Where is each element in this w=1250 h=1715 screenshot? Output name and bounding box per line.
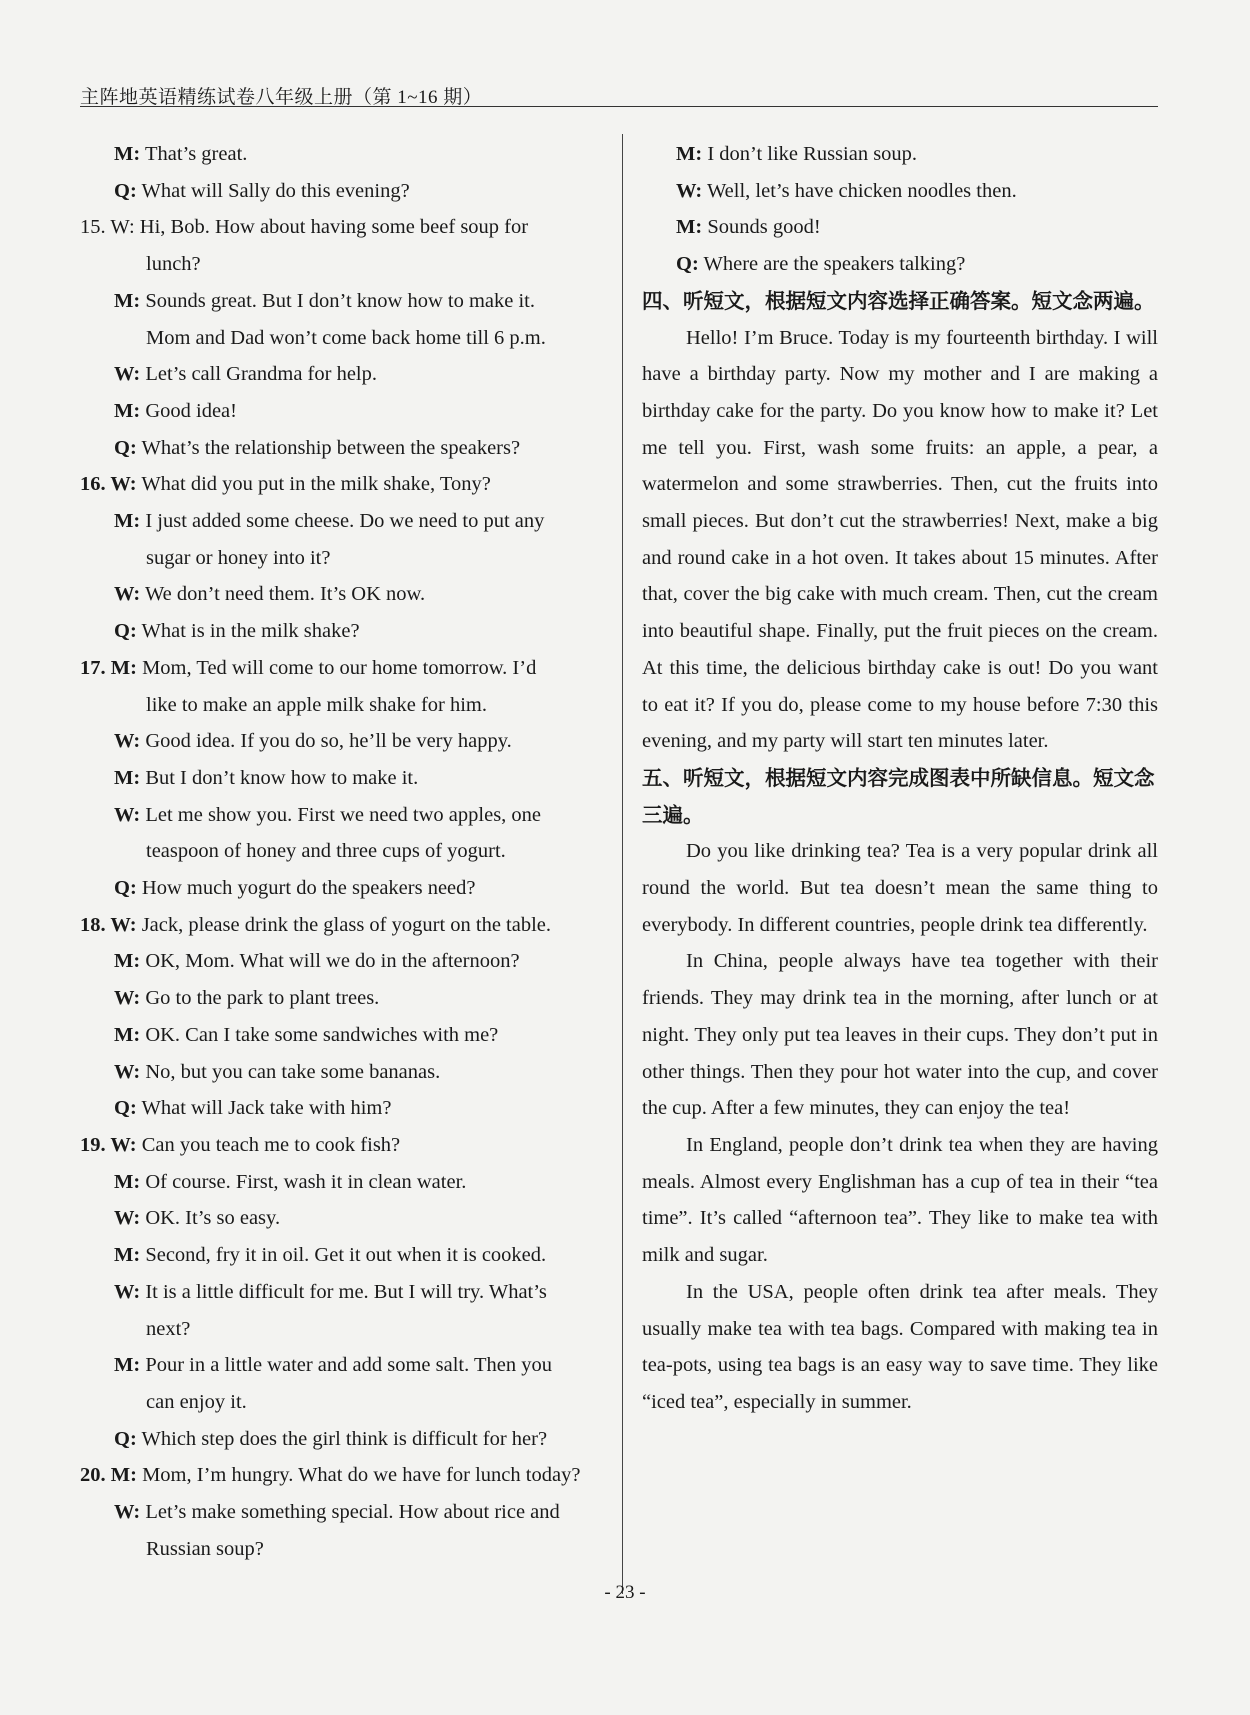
dialog-line bbox=[80, 907, 602, 944]
section-5-passage bbox=[642, 833, 1158, 1420]
dialog-line bbox=[80, 540, 602, 577]
speaker-label: Q: bbox=[114, 1427, 137, 1450]
dialog-text: can enjoy it. bbox=[146, 1390, 247, 1413]
dialog-line bbox=[80, 466, 602, 503]
dialog-text: Where are the speakers talking? bbox=[698, 253, 966, 276]
speaker-label: W: bbox=[114, 1280, 141, 1303]
page-number: - 23 - bbox=[604, 1582, 646, 1603]
dialog-line bbox=[642, 173, 1158, 210]
speaker-label: 17. M: bbox=[80, 656, 137, 679]
dialog-line bbox=[80, 1054, 602, 1091]
speaker-label: W: bbox=[676, 179, 703, 202]
dialog-text: Mom, Ted will come to our home tomorrow. I’d bbox=[136, 656, 537, 679]
dialog-text: Russian soup? bbox=[146, 1537, 264, 1560]
dialog-text: I don’t like Russian soup. bbox=[702, 143, 918, 165]
dialog-text: 15. W: Hi, Bob. How about having some beef soup for bbox=[80, 216, 529, 239]
speaker-label: W: bbox=[114, 803, 141, 826]
dialog-line bbox=[80, 173, 602, 210]
dialog-line bbox=[80, 320, 602, 357]
dialog-line bbox=[80, 1384, 602, 1421]
dialog-line bbox=[80, 1090, 602, 1127]
speaker-label: W: bbox=[114, 1207, 141, 1230]
speaker-label: W: bbox=[114, 1501, 141, 1524]
dialog-line bbox=[80, 393, 602, 430]
speaker-label: W: bbox=[114, 1060, 141, 1083]
speaker-label: W: bbox=[114, 583, 141, 606]
dialog-text: Let’s make something special. How about rice and bbox=[140, 1501, 560, 1524]
dialog-line bbox=[80, 943, 602, 980]
speaker-label: M: bbox=[114, 399, 141, 422]
dialog-text: Well, let’s have chicken noodles then. bbox=[702, 179, 1017, 202]
dialog-text: OK. Can I take some sandwiches with me? bbox=[140, 1023, 499, 1046]
right-column bbox=[642, 136, 1158, 1421]
dialog-text: teaspoon of honey and three cups of yogurt. bbox=[146, 840, 506, 863]
speaker-label: Q: bbox=[114, 1097, 137, 1120]
dialog-line bbox=[80, 1164, 602, 1201]
speaker-label: Q: bbox=[114, 877, 137, 900]
dialog-text: How much yogurt do the speakers need? bbox=[136, 877, 476, 900]
dialog-line bbox=[80, 136, 602, 173]
dialog-line bbox=[80, 760, 602, 797]
page-header: 主阵地英语精练试卷八年级上册（第 1~16 期） bbox=[80, 87, 483, 108]
dialog-text: like to make an apple milk shake for him. bbox=[146, 693, 488, 716]
dialog-line bbox=[80, 833, 602, 870]
speaker-label: M: bbox=[114, 766, 141, 789]
dialog-line bbox=[642, 209, 1158, 246]
speaker-label: M: bbox=[114, 950, 141, 973]
dialog-line bbox=[80, 650, 602, 687]
speaker-label: M: bbox=[114, 1170, 141, 1193]
speaker-label: 18. W: bbox=[80, 913, 137, 936]
dialog-line bbox=[80, 723, 602, 760]
speaker-label: W: bbox=[114, 363, 141, 386]
dialog-text: lunch? bbox=[146, 253, 201, 276]
speaker-label: M: bbox=[114, 510, 141, 533]
dialog-line bbox=[80, 613, 602, 650]
dialog-text: Second, fry it in oil. Get it out when it is cooked. bbox=[140, 1244, 547, 1267]
dialog-line bbox=[80, 576, 602, 613]
dialog-line bbox=[80, 1531, 602, 1568]
dialog-text: Good idea. If you do so, he’ll be very happy. bbox=[140, 730, 512, 753]
dialog-text: No, but you can take some bananas. bbox=[140, 1060, 441, 1083]
dialog-line bbox=[80, 209, 602, 246]
dialog-line bbox=[80, 283, 602, 320]
speaker-label: M: bbox=[676, 216, 703, 239]
dialog-line bbox=[642, 136, 1158, 173]
dialog-line bbox=[80, 1017, 602, 1054]
column-divider bbox=[622, 134, 623, 1594]
dialog-line bbox=[80, 1347, 602, 1384]
speaker-label: Q: bbox=[676, 253, 699, 276]
speaker-label: M: bbox=[114, 1023, 141, 1046]
dialog-line bbox=[80, 1311, 602, 1348]
dialog-line bbox=[80, 1274, 602, 1311]
dialog-line bbox=[80, 980, 602, 1017]
left-column bbox=[80, 136, 602, 1567]
dialog-text: Sounds great. But I don’t know how to make it. bbox=[140, 289, 535, 312]
dialog-text: Which step does the girl think is difficult for her? bbox=[136, 1427, 548, 1450]
dialog-text: Good idea! bbox=[140, 399, 237, 422]
dialog-line bbox=[80, 1457, 602, 1494]
section-4-title: 四、听短文，根据短文内容选择正确答案。短文念两遍。 bbox=[642, 288, 1155, 313]
speaker-label: 19. W: bbox=[80, 1133, 137, 1156]
speaker-label: M: bbox=[114, 143, 141, 165]
dialog-text: Pour in a little water and add some salt. Then you bbox=[140, 1354, 552, 1377]
dialog-line bbox=[80, 870, 602, 907]
speaker-label: M: bbox=[114, 289, 141, 312]
paragraph: Do you like drinking tea? Tea is a very popular drink all round the world. But tea doesn’t mean the same thing to everybody. In different countries, people drink tea differently. bbox=[642, 840, 1158, 936]
dialog-line bbox=[80, 503, 602, 540]
dialog-text: What’s the relationship between the speakers? bbox=[136, 436, 521, 459]
dialog-line bbox=[80, 430, 602, 467]
dialog-text: OK, Mom. What will we do in the afternoon? bbox=[140, 950, 520, 973]
dialog-text: Go to the park to plant trees. bbox=[140, 987, 380, 1010]
dialog-line bbox=[80, 1421, 602, 1458]
speaker-label: M: bbox=[114, 1244, 141, 1267]
dialog-text: That’s great. bbox=[140, 143, 248, 165]
dialog-text: Jack, please drink the glass of yogurt on the table. bbox=[136, 913, 552, 936]
speaker-label: W: bbox=[114, 730, 141, 753]
speaker-label: M: bbox=[114, 1354, 141, 1377]
dialog-text: Sounds good! bbox=[702, 216, 821, 239]
dialog-text: OK. It’s so easy. bbox=[140, 1207, 281, 1230]
dialog-line bbox=[80, 1127, 602, 1164]
dialog-text: But I don’t know how to make it. bbox=[140, 766, 419, 789]
dialog-line bbox=[80, 1237, 602, 1274]
dialog-text: Of course. First, wash it in clean water. bbox=[140, 1170, 467, 1193]
dialog-text: Can you teach me to cook fish? bbox=[136, 1133, 401, 1156]
dialog-line bbox=[80, 356, 602, 393]
dialog-20-continued bbox=[642, 136, 1158, 283]
dialog-line bbox=[80, 1494, 602, 1531]
dialog-text: Mom and Dad won’t come back home till 6 p.m. bbox=[146, 326, 546, 349]
dialog-text: What is in the milk shake? bbox=[136, 620, 360, 643]
dialog-text: Let me show you. First we need two apples, one bbox=[140, 803, 542, 826]
dialog-text: It is a little difficult for me. But I will try. What’s bbox=[140, 1280, 547, 1303]
speaker-label: 16. W: bbox=[80, 473, 137, 496]
dialog-line bbox=[80, 797, 602, 834]
dialog-text: next? bbox=[146, 1317, 191, 1340]
dialog-text: What will Sally do this evening? bbox=[136, 179, 410, 202]
dialog-line bbox=[642, 246, 1158, 283]
dialog-text: We don’t need them. It’s OK now. bbox=[140, 583, 426, 606]
dialog-line bbox=[80, 246, 602, 283]
dialog-text: sugar or honey into it? bbox=[146, 546, 331, 569]
dialog-line bbox=[80, 687, 602, 724]
speaker-label: Q: bbox=[114, 620, 137, 643]
speaker-label: Q: bbox=[114, 179, 137, 202]
dialog-text: What will Jack take with him? bbox=[136, 1097, 392, 1120]
dialog-text: Mom, I’m hungry. What do we have for lunch today? bbox=[136, 1464, 581, 1487]
dialog-line bbox=[80, 1200, 602, 1237]
dialog-text: I just added some cheese. Do we need to put any bbox=[140, 510, 545, 533]
speaker-label: Q: bbox=[114, 436, 137, 459]
speaker-label: 20. M: bbox=[80, 1464, 137, 1487]
dialog-text: Let’s call Grandma for help. bbox=[140, 363, 378, 386]
paragraph: In China, people always have tea together with their friends. They may drink tea in the morning, after lunch or at night. They only put tea leaves in their cups. They don’t put in other things. Then they pour hot water into the cup, and cover the cup. After a few minutes, they can enjoy the tea! bbox=[642, 950, 1158, 1120]
section-5-title: 五、听短文，根据短文内容完成图表中所缺信息。短文念三遍。 bbox=[642, 765, 1155, 827]
paragraph: In the USA, people often drink tea after meals. They usually make tea with tea bags. Compared with making tea in tea-pots, using tea bags is an easy way to save time. They like “iced tea”, especially in summer. bbox=[642, 1280, 1158, 1413]
paragraph: In England, people don’t drink tea when they are having meals. Almost every Englishman has a cup of tea in their “tea time”. It’s called “afternoon tea”. They like to make tea with milk and sugar. bbox=[642, 1133, 1158, 1267]
speaker-label: W: bbox=[114, 987, 141, 1010]
speaker-label: M: bbox=[676, 143, 703, 165]
section-4-passage: Hello! I’m Bruce. Today is my fourteenth birthday. I will have a birthday party. Now my mother and I are making a birthday cake for the party. Do you know how to make it? Let me tell you. First, wash some fruits: an apple, a pear, a watermelon and some strawberries. Then, cut the fruits into small pieces. But don’t cut the strawberries! Next, make a big and round cake in a hot oven. It takes about 15 minutes. After that, cover the big cake with much cream. Then, cut the cream into beautiful shape. Finally, put the fruit pieces on the cream. At this time, the delicious birthday cake is out! Do you want to eat it? If you do, please come to my house before 7:30 this evening, and my party will start ten minutes later. bbox=[642, 326, 1158, 753]
header-rule bbox=[80, 106, 1158, 107]
dialog-text: What did you put in the milk shake, Tony? bbox=[136, 473, 491, 496]
